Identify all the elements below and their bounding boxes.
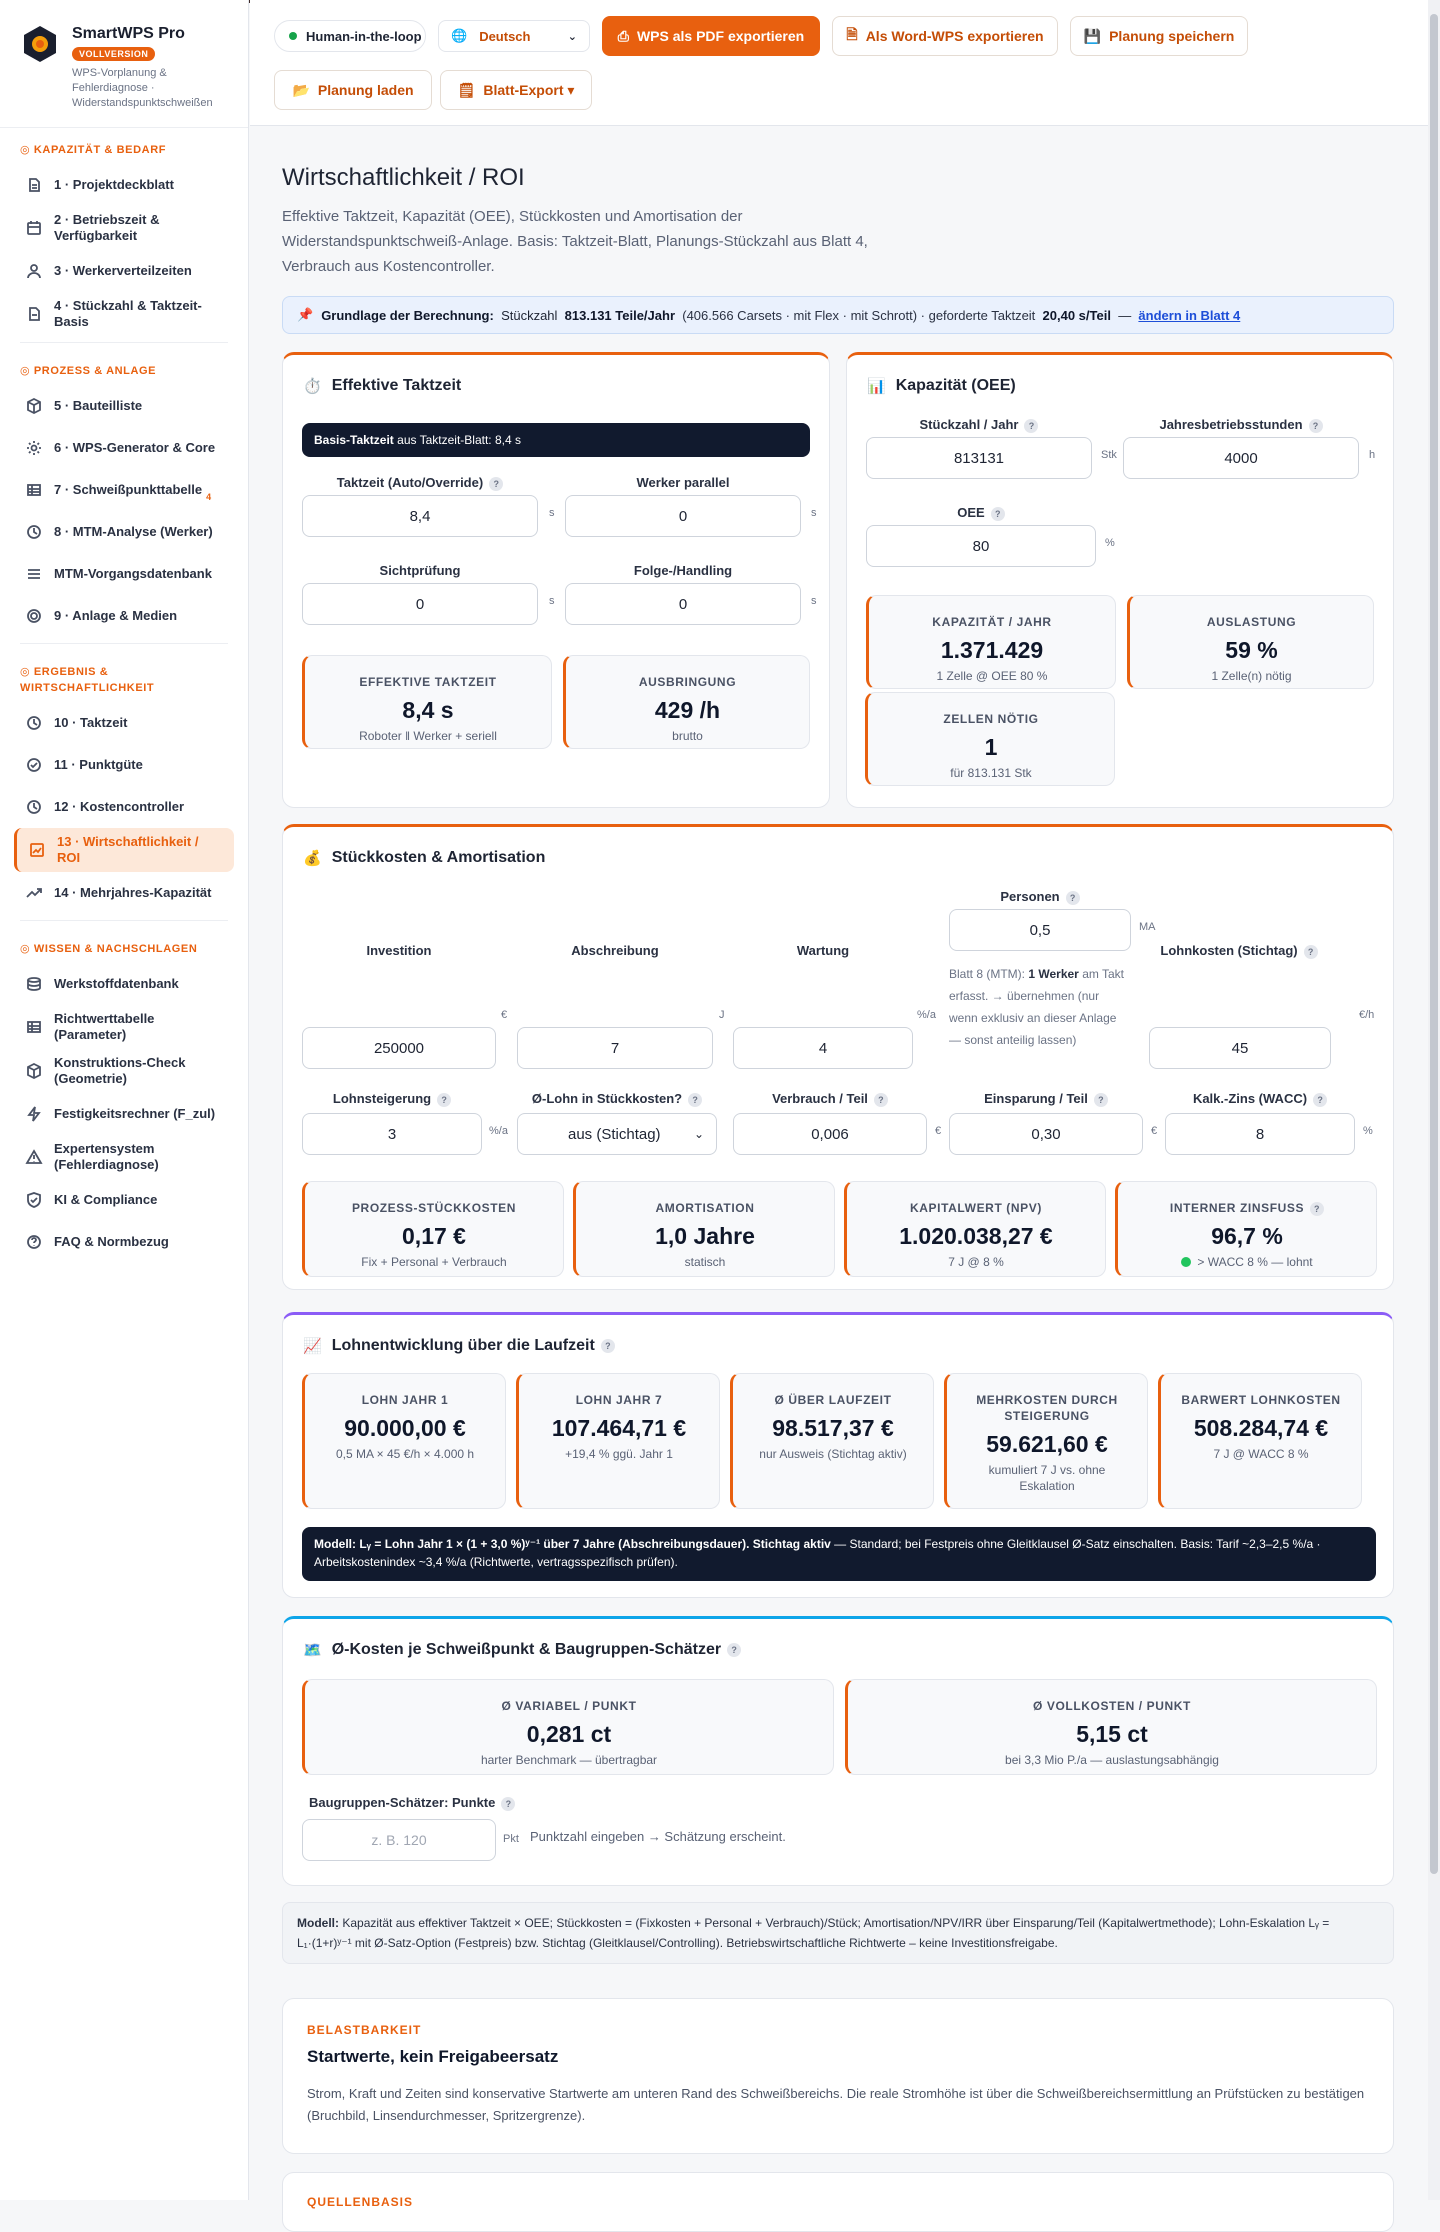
wage-input[interactable]: 45 [1149,1027,1331,1069]
trend-icon [26,885,42,901]
basis-label: Grundlage der Berechnung: [321,307,494,323]
sidebar-item-ki-compliance[interactable] [14,1179,234,1221]
sidebar-item-4-stückzahl-taktzeit-basis[interactable] [14,292,234,336]
sidebar-item-9-anlage-medien[interactable] [14,595,234,637]
stopwatch-icon: ⏱️ [303,378,322,395]
follow-unit: s [811,595,817,607]
sidebar-item-label: FAQ & Normbezug [54,1234,169,1249]
wage-model-bold: Modell: Lᵧ = Lohn Jahr 1 × (1 + 3,0 %)ʸ⁻¹ über 7 Jahre (Abschreibungsdauer). [314,1537,750,1551]
help-icon[interactable]: ? [501,1797,515,1811]
toolbar [250,0,1430,126]
estimator-hint: Punktzahl eingeben → Schätzung erscheint. [530,1829,786,1844]
sidebar-item-label: 11 · Punktgüte [54,757,143,772]
sidebar-section-title: ◎ KAPAZITÄT & BEDARF [20,144,167,156]
sidebar-item-konstruktions-check-geometrie[interactable] [14,1049,234,1093]
help-icon[interactable]: ? [1304,945,1318,959]
kpi-value: 1.371.429 [940,637,1044,663]
database-icon [26,976,42,992]
kpi-process-unit-cost [302,1181,564,1277]
hours-unit: h [1369,449,1376,461]
trend-chart-icon: 📈 [303,1338,322,1355]
page-title: Wirtschaftlichkeit / ROI [282,164,525,191]
reliability-card [282,1998,1394,2154]
sidebar-nav [0,128,248,1263]
document-icon [26,177,42,193]
wacc-input[interactable]: 8 [1165,1113,1355,1155]
sidebar-item-label: KI & Compliance [54,1192,158,1207]
sidebar-item-werkstoffdatenbank[interactable] [14,963,234,1005]
takt-input[interactable]: 8,4 [302,495,538,537]
kpi-label: ZELLEN NÖTIG [943,712,1039,726]
persons-note [949,963,1127,1051]
follow-label: Folge-/Handling [633,563,733,578]
kpi-sub: 7 J @ WACC 8 % [1213,1447,1309,1461]
persons-unit: MA [1139,921,1156,933]
wage-model-rest: — Standard; bei Festpreis ohne Gleitklausel Ø-Satz einschalten. Basis: Tarif ~2,3–2,5 %/a · Arbeitskostenindex ~3,4 %/a (Richtwerte, vertragsspezifisch prüfen). [314,1537,1321,1569]
basis-takt-rest: aus Taktzeit-Blatt: 8,4 s [397,433,521,447]
kpi-label: AUSBRINGUNG [638,675,737,689]
brand-subtitle: WPS-Vorplanung & Fehlerdiagnose · Widerstandspunktschweißen [72,67,213,109]
kpi-label: LOHN JAHR 7 [575,1393,663,1407]
logo-icon [20,24,60,64]
sidebar-item-14-mehrjahres-kapazität[interactable] [14,872,234,914]
brand [0,0,248,128]
sheet-export-button[interactable] [440,70,592,110]
human-label: Human-in-the-loop [306,28,422,44]
sidebar-item-6-wps-generator-core[interactable] [14,427,234,469]
help-icon[interactable]: ? [1313,1093,1327,1107]
sidebar-item-label: Werkstoffdatenbank [54,976,179,991]
sidebar-item-expertensystem-fehlerdiagnose[interactable] [14,1135,234,1179]
calendar-icon [26,220,42,236]
kpi-value: 508.284,74 € [1193,1415,1329,1441]
kpi-sub: harter Benchmark — übertragbar [480,1753,658,1767]
file-icon [26,306,42,322]
raise-label: Lohnsteigerung ? [302,1091,482,1107]
sheet-export-label: Blatt-Export ▾ [483,81,575,98]
sidebar-item-mtm-vorgangsdatenbank[interactable] [14,553,234,595]
saving-label: Einsparung / Teil ? [949,1091,1143,1107]
kpi-value: 8,4 s [402,697,454,723]
kpi-wage-2 [516,1373,720,1509]
qty-label: Stückzahl / Jahr ? [866,417,1092,433]
wage-label: Lohnkosten (Stichtag) ? [1149,943,1329,959]
depreciation-input[interactable]: 7 [517,1027,713,1069]
maintenance-unit: %/a [917,1009,936,1021]
green-status-dot-icon [1181,1257,1191,1267]
sheet-icon: 🗒 [457,81,476,98]
avg-wage-label: Ø-Lohn in Stückkosten? ? [517,1091,717,1107]
page-description: Effektive Taktzeit, Kapazität (OEE), Stückkosten und Amortisation der Widerstandspunktschweiß-Anlage. Basis: Taktzeit-Blatt, Planungs-Stückzahl aus Blatt 4, Verbrauch aus Kostencontroller. [282,208,868,275]
raise-input[interactable]: 3 [302,1113,482,1155]
sidebar-item-richtwerttabelle-parameter[interactable] [14,1005,234,1049]
persons-note-a: Blatt 8 (MTM): [949,967,1026,981]
kpi-wage-5 [1158,1373,1362,1509]
estimator-label: Baugruppen-Schätzer: Punkte ? [309,1795,515,1811]
document-icon: 🗎 [846,26,858,42]
sidebar-separator [20,342,228,343]
question-icon [26,1234,42,1250]
floppy-icon: 💾 [1083,27,1102,44]
kpi-sub: bei 3,3 Mio P./a — auslastungsabhängig [1005,1753,1219,1767]
hours-label: Jahresbetriebsstunden ? [1123,417,1359,433]
sidebar-item-label: Festigkeitsrechner (F_zul) [54,1106,216,1121]
hours-input[interactable]: 4000 [1123,437,1359,479]
kpi-sub: für 813.131 Stk [950,766,1032,780]
weld-point-cost-title [303,1641,741,1659]
oee-unit: % [1105,537,1115,549]
kpi-label: BARWERT LOHNKOSTEN [1181,1393,1341,1407]
check-circle-icon [26,757,42,773]
sidebar-item-label: 9 · Anlage & Medien [54,608,178,623]
brand-title: SmartWPS Pro [72,25,185,42]
clock-icon [26,715,42,731]
sidebar-item-7-schweißpunkttabelle[interactable] [14,469,234,511]
load-plan-label: Planung laden [317,82,414,98]
persons-label: Personen ? [949,889,1131,905]
sidebar-section-title: ◎ WISSEN & NACHSCHLAGEN [20,943,198,955]
sidebar-section-title: ◎ PROZESS & ANLAGE [20,365,157,377]
kpi-wage-1 [302,1373,506,1509]
sidebar-item-label: 8 · MTM-Analyse (Werker) [54,524,213,539]
sections-container [250,126,1428,2209]
takt-label: Taktzeit (Auto/Override) ? [302,475,538,491]
sidebar-item-label: Expertensystem (Fehlerdiagnose) [54,1141,159,1172]
help-icon[interactable]: ? [437,1093,451,1107]
sidebar-item-12-kostencontroller[interactable] [14,786,234,828]
basis-qty-label: Stückzahl [501,307,558,323]
kpi-variable-per-point [302,1679,834,1775]
sources-kicker: QUELLENBASIS [307,2195,414,2209]
save-plan-button[interactable] [1070,16,1248,56]
help-icon[interactable]: ? [874,1093,888,1107]
kpi-sub: 1 Zelle @ OEE 80 % [936,669,1048,683]
kpi-value: 90.000,00 € [344,1415,466,1441]
sidebar-item-1-projektdeckblatt[interactable] [14,164,234,206]
avg-wage-select[interactable] [517,1113,717,1155]
raise-unit: %/a [489,1125,508,1137]
sidebar-item-11-punktgüte[interactable] [14,744,234,786]
effective-takt-heading: Effektive Taktzeit [331,377,462,394]
model-note-bold: Modell: [297,1916,339,1930]
kpi-sub: > WACC 8 % — lohnt [1118,1254,1376,1270]
sidebar-item-label: 7 · Schweißpunkttabelle [54,482,203,497]
sidebar-item-label: 1 · Projektdeckblatt [54,177,174,192]
kpi-label: Ø ÜBER LAUFZEIT [774,1393,892,1407]
bolt-icon [26,1106,42,1122]
wage-model-bold2: Stichtag aktiv [752,1537,831,1551]
sidebar-separator [20,643,228,644]
kpi-sub: statisch [684,1255,726,1269]
persons-note-c: am Takt erfasst. → übernehmen (nur wenn exklusiv an dieser Anlage — sonst anteilig lassen) [949,967,1124,1047]
globe-icon: 🌐 [451,28,468,43]
language-value: Deutsch [479,28,531,44]
kpi-value: 0,281 ct [526,1721,612,1747]
kpi-label: Ø VARIABEL / PUNKT [501,1699,637,1713]
human-in-the-loop-badge [274,20,426,52]
weld-point-cost-card [282,1616,1394,1886]
saving-unit: € [1151,1125,1158,1137]
follow-input[interactable]: 0 [565,583,801,625]
kpi-value: 1,0 Jahre [655,1223,755,1249]
worker-unit: s [811,507,817,519]
kpi-sub: kumuliert 7 J vs. ohne Eskalation [988,1463,1106,1493]
sidebar-item-2-betriebszeit-verfügbarkeit[interactable] [14,206,234,250]
table-icon [26,482,42,498]
bar-chart-icon: 📊 [867,378,886,395]
basis-takt: 20,40 s/Teil [1042,307,1111,323]
status-dot-icon [289,32,297,40]
reliability-title: Startwerte, kein Freigabeersatz [307,2047,559,2066]
kpi-label: Ø VOLLKOSTEN / PUNKT [1032,1699,1191,1713]
sidebar-section-title: ◎ ERGEBNIS & WIRTSCHAFTLICHKEIT [20,666,155,694]
wage-development-heading: Lohnentwicklung über die Laufzeit [331,1337,595,1354]
maintenance-label: Wartung [796,943,850,958]
help-icon[interactable]: ? [1309,419,1323,433]
sidebar-item-label: 14 · Mehrjahres-Kapazität [54,885,212,900]
model-note [282,1902,1394,1964]
capacity-heading: Kapazität (OEE) [895,377,1016,394]
save-plan-label: Planung speichern [1109,28,1235,44]
kpi-cells-needed [865,692,1115,786]
kpi-irr [1115,1181,1377,1277]
wacc-label: Kalk.-Zins (WACC) ? [1165,1091,1355,1107]
folder-icon: 📂 [292,81,310,98]
change-in-sheet-4-link[interactable]: ändern in Blatt 4 [1138,307,1241,323]
depreciation-label: Abschreibung [571,943,659,958]
kpi-full-cost-per-point [845,1679,1377,1775]
kpi-label: AUSLASTUNG [1206,615,1297,629]
invest-input[interactable]: 250000 [302,1027,496,1069]
help-icon[interactable]: ? [601,1339,615,1353]
estimator-placeholder: z. B. 120 [371,1832,427,1848]
help-icon[interactable]: ? [1310,1202,1324,1216]
depreciation-unit: J [719,1009,725,1021]
wage-unit: €/h [1359,1009,1375,1021]
sight-input[interactable]: 0 [302,583,538,625]
load-plan-button[interactable] [274,70,432,110]
sidebar-item-label: Konstruktions-Check (Geometrie) [54,1055,186,1086]
basis-dash: — [1118,307,1132,323]
persons-note-b: 1 Werker [1028,967,1079,981]
chevron-down-icon: ⌄ [567,30,577,43]
unit-cost-title [303,849,545,867]
help-icon[interactable]: ? [688,1093,702,1107]
money-bag-icon: 💰 [303,850,322,867]
maintenance-input[interactable]: 4 [733,1027,913,1069]
clock-icon [26,524,42,540]
consumption-label: Verbrauch / Teil ? [733,1091,927,1107]
language-select[interactable] [438,20,590,52]
user-icon [26,263,42,279]
sidebar-item-label: 5 · Bauteilliste [54,398,143,413]
kpi-sub: Fix + Personal + Verbrauch [361,1255,507,1269]
sight-unit: s [549,595,555,607]
export-word-button[interactable] [832,16,1058,56]
kpi-value: 96,7 % [1211,1223,1283,1249]
qty-input[interactable]: 813131 [866,437,1092,479]
kpi-label: KAPITALWERT (NPV) [910,1201,1042,1215]
kpi-sub: nur Ausweis (Stichtag aktiv) [759,1447,907,1461]
help-icon[interactable]: ? [1024,419,1038,433]
kpi-label: AMORTISATION [655,1201,755,1215]
cog-icon [26,608,42,624]
consumption-unit: € [935,1125,942,1137]
export-word-label: Als Word-WPS exportieren [865,28,1044,44]
kpi-value: 1 [984,734,998,760]
kpi-label: LOHN JAHR 1 [361,1393,449,1407]
pin-icon: 📌 [297,307,314,322]
sidebar-item-label: Richtwerttabelle (Parameter) [54,1011,155,1042]
export-pdf-button[interactable] [602,16,820,56]
sidebar-item-label: 10 · Taktzeit [54,715,128,730]
shield-icon [26,1192,42,1208]
takt-unit: s [549,507,555,519]
basis-qty: 813.131 Teile/Jahr [564,307,676,323]
kpi-sub: Roboter ‖ Werker + seriell [359,729,497,743]
kpi-value: 0,17 € [402,1223,466,1249]
warning-icon [26,1149,42,1165]
kpi-value: 59 % [1225,637,1278,663]
help-icon[interactable]: ? [489,477,503,491]
kpi-npv [844,1181,1106,1277]
box-icon [26,398,42,414]
oee-label: OEE ? [866,505,1096,521]
list-icon [26,566,42,582]
sidebar-item-13-wirtschaftlichkeit-roi[interactable] [14,828,234,872]
help-icon[interactable]: ? [991,507,1005,521]
kpi-label: KAPAZITÄT / JAHR [932,615,1052,629]
sidebar-item-3-werkerverteilzeiten[interactable] [14,250,234,292]
basis-takt-bold: Basis-Taktzeit [314,433,394,447]
sidebar-separator [20,920,228,921]
qty-unit: Stk [1101,449,1117,461]
basis-detail: (406.566 Carsets · mit Flex · mit Schrott) · geforderte Taktzeit [682,307,1036,323]
saving-input[interactable]: 0,30 [949,1113,1143,1155]
sidebar-item-10-taktzeit[interactable] [14,702,234,744]
sidebar-item-festigkeitsrechner-f-zul[interactable] [14,1093,234,1135]
sidebar-item-label: 3 · Werkerverteilzeiten [54,263,192,278]
gear-icon [26,440,42,456]
estimator-unit: Pkt [503,1833,519,1845]
sidebar-item-8-mtm-analyse-werker[interactable] [14,511,234,553]
sidebar-item-label: 4 · Stückzahl & Taktzeit-Basis [54,298,202,329]
worker-label: Werker parallel [636,475,730,490]
wacc-unit: % [1363,1125,1373,1137]
invest-unit: € [501,1009,508,1021]
kpi-sub: +19,4 % ggü. Jahr 1 [565,1447,673,1461]
help-icon[interactable]: ? [1094,1093,1108,1107]
kpi-label: MEHRKOSTEN DURCH STEIGERUNG [976,1393,1118,1423]
reliability-kicker: BELASTBARKEIT [307,2023,422,2037]
sight-label: Sichtprüfung [379,563,461,578]
worker-input[interactable]: 0 [565,495,801,537]
clock-icon [26,799,42,815]
sidebar-item-faq-normbezug[interactable] [14,1221,234,1263]
model-note-text: Kapazität aus effektiver Taktzeit × OEE; Stückkosten = (Fixkosten + Personal + Verbrauch)/Stück; Amortisation/NPV/IRR über Einsparung/Teil (Kapitalwertmethode); Lohn-Eskalation Lᵧ = L₁·(1+r)ʸ⁻¹ mit Ø-Satz-Option (Festpreis) bzw. Stichtag (Gleitklausel/Controlling). Betriebswirtschaftliche Richtwerte – keine Investitionsfreigabe. [297,1916,1330,1950]
version-badge: VOLLVERSION [72,47,155,61]
unit-cost-heading: Stückkosten & Amortisation [331,849,546,866]
kpi-value: 107.464,71 € [551,1415,687,1441]
estimator-input[interactable] [302,1819,496,1861]
kpi-value: 59.621,60 € [986,1431,1108,1457]
wage-development-card [282,1312,1394,1598]
wage-development-title [303,1337,615,1355]
kpi-amortization [573,1181,835,1277]
reliability-text: Strom, Kraft und Zeiten sind konservative Startwerte am unteren Rand des Schweißbereichs. Die reale Stromhöhe ist über die Schweißbereichsermittlung an Prüfstücken zu bestätigen (Bruchbild, Linsendurchmesser, Spritzergrenze). [307,2086,1365,2123]
kpi-value: 5,15 ct [1076,1721,1148,1747]
export-pdf-label: WPS als PDF exportieren [636,28,805,44]
oee-input[interactable]: 80 [866,525,1096,567]
kpi-value: 98.517,37 € [772,1415,894,1441]
kpi-sub: brutto [672,729,703,743]
kpi-label: PROZESS-STÜCKKOSTEN [351,1201,517,1215]
sidebar [0,0,249,2200]
invest-label: Investition [366,943,432,958]
cube-icon [26,1063,42,1079]
sidebar-item-label: 2 · Betriebszeit & Verfügbarkeit [54,212,160,243]
kpi-value: 1.020.038,27 € [899,1223,1053,1249]
map-icon: 🗺️ [303,1642,322,1659]
sidebar-item-label: 6 · WPS-Generator & Core [54,440,216,455]
chart-icon [29,842,45,858]
consumption-input[interactable]: 0,006 [733,1113,927,1155]
kpi-sub: 1 Zelle(n) nötig [1211,669,1292,683]
kpi-value: 429 /h [654,697,721,723]
kpi-wage-4 [944,1373,1148,1509]
wage-model-box [302,1527,1376,1581]
table-icon [26,1019,42,1035]
kpi-sub: 0,5 MA × 45 €/h × 4.000 h [335,1447,475,1461]
sidebar-item-badge: 4 [206,492,212,502]
sources-card [282,2172,1394,2232]
sidebar-item-label: MTM-Vorgangsdatenbank [54,566,212,581]
persons-input[interactable]: 0,5 [949,909,1131,951]
printer-icon: ⎙ [617,27,629,44]
sidebar-item-label: 13 · Wirtschaftlichkeit / ROI [57,834,199,865]
avg-wage-value: aus (Stichtag) [568,1125,661,1143]
sidebar-item-5-bauteilliste[interactable] [14,385,234,427]
kpi-label: EFFEKTIVE TAKTZEIT [359,675,497,689]
weld-point-cost-heading: Ø-Kosten je Schweißpunkt & Baugruppen-Schätzer [331,1641,722,1658]
help-icon[interactable]: ? [1066,891,1080,905]
unit-cost-card [282,824,1394,1290]
chevron-down-icon: ⌄ [693,1127,704,1141]
kpi-sub: 7 J @ 8 % [948,1255,1004,1269]
sidebar-item-label: 12 · Kostencontroller [54,799,185,814]
scrollbar[interactable] [1428,0,1440,2200]
scrollbar-thumb[interactable] [1430,14,1438,1874]
kpi-label: INTERNER ZINSFUSS ? [1118,1200,1376,1216]
kpi-wage-3 [730,1373,934,1509]
help-icon[interactable]: ? [727,1643,741,1657]
